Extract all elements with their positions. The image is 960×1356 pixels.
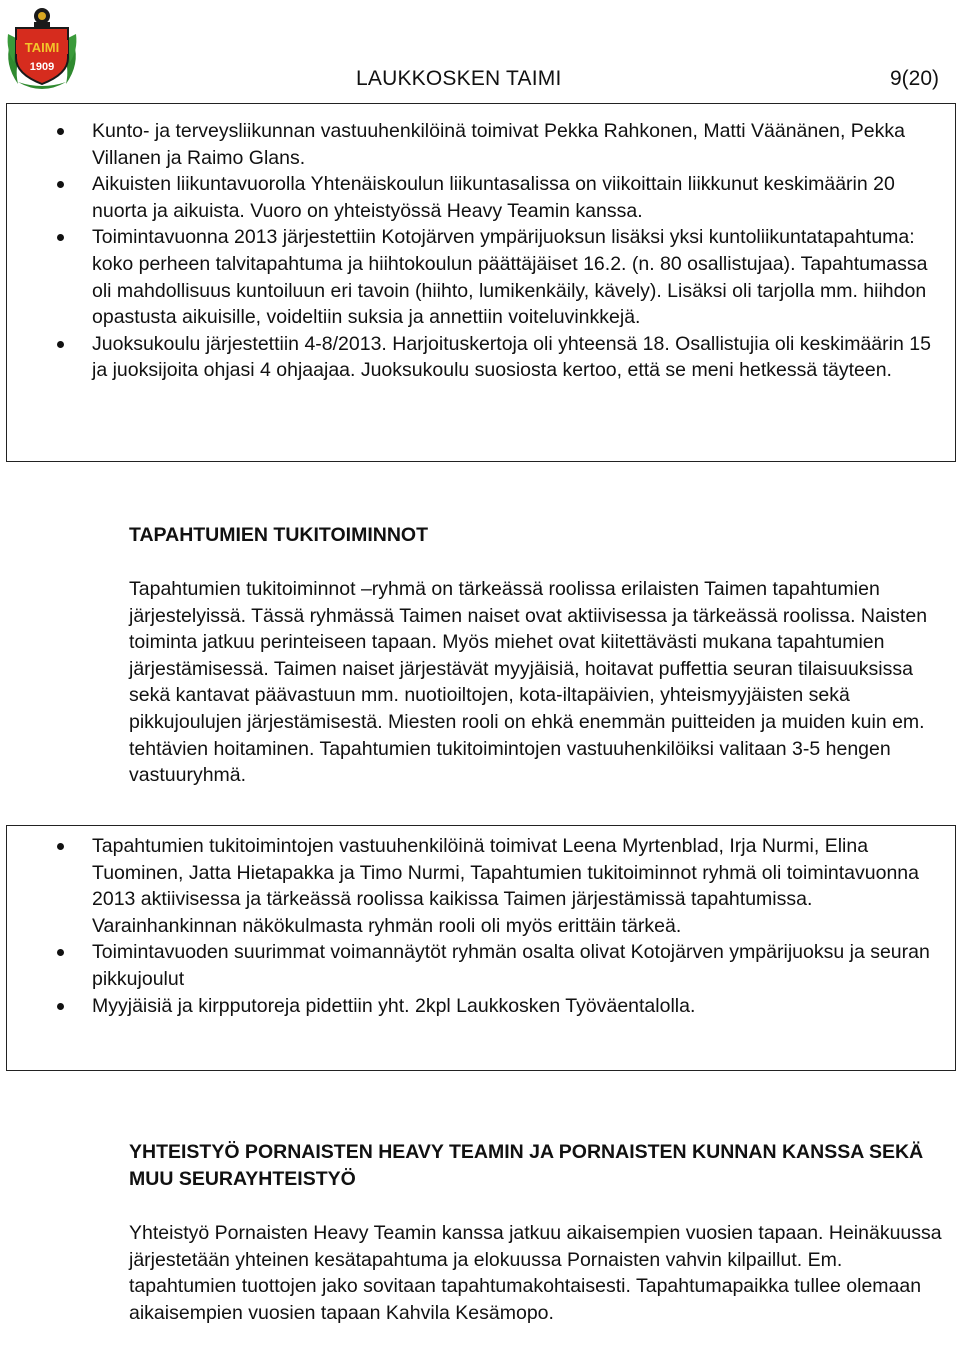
bullet-icon (57, 128, 64, 135)
svg-text:TAIMI: TAIMI (24, 40, 60, 55)
bullet-list (7, 118, 955, 384)
document-header-title: LAUKKOSKEN TAIMI (356, 67, 562, 90)
section-heading: TAPAHTUMIEN TUKITOIMINNOT (129, 524, 428, 546)
section-paragraph: Yhteistyö Pornaisten Heavy Teamin kanssa jatkuu aikaisempien vuosien tapaan. Heinäkuussa järjestetään yhteinen kesätapahtuma ja elokuussa Pornaisten vahvin kilpaillut. Em. tapahtumien tuottojen jako sovitaan tapahtumakohtaisesti. Tapahtumapaikka tullee olemaan aikaisempien vuosien tapaan Kahvila Kesämopo. (129, 1222, 942, 1324)
section-paragraph: Tapahtumien tukitoiminnot –ryhmä on tärkeässä roolissa erilaisten Taimen tapahtumien järjestelyissä. Tässä ryhmässä Taimen naiset ovat aktiivisessa ja tärkeässä roolissa. Naisten toiminta jatkuu perinteiseen tapaan. Myös miehet ovat kiitettävästi mukana tapahtumien järjestämisessä. Taimen naiset järjestävät myyjäisiä, hoitavat puffettia seuran tilaisuuksissa sekä kantavat päävastuun mm. nuotioiltojen, kota-iltapäivien, yhteismyyjäisten sekä pikkujoulujen järjestämisestä. Miesten rooli on ehkä enemmän puitteiden ja muiden kuin em. tehtävien hoitaminen. Tapahtumien tukitoimintojen vastuuhenkilöiksi valitaan 3-5 hengen vastuuryhmä. (129, 578, 928, 787)
bullet-icon (57, 181, 64, 188)
svg-text:1909: 1909 (29, 61, 55, 73)
bullet-icon (57, 1003, 64, 1010)
list-item: Toimintavuoden suurimmat voimannäytöt ryhmän osalta olivat Kotojärven ympärijuoksu ja seuran pikkujoulut (7, 939, 955, 992)
bullet-icon (57, 843, 64, 850)
bordered-list-box (6, 825, 956, 1071)
list-item: Myyjäisiä ja kirpputoreja pidettiin yht. 2kpl Laukkosken Työväentalolla. (7, 993, 955, 1020)
list-item: Kunto- ja terveysliikunnan vastuuhenkilöinä toimivat Pekka Rahkonen, Matti Väänänen, Pekka Villanen ja Raimo Glans. (7, 118, 955, 171)
list-item: Toimintavuonna 2013 järjestettiin Kotojärven ympärijuoksun lisäksi yksi kuntoliikuntatapahtuma: koko perheen talvitapahtuma ja hiihtokoulun päättäjäiset 16.2. (n. 80 osallistujaa). Tapahtumassa oli mahdollisuus kuntoiluun eri tavoin (hiihto, lumikenkäily, kävely). Lisäksi oli tarjolla mm. hiihdon opastusta aikuisille, voideltiin suksia ja annettiin voiteluvinkkejä. (7, 224, 955, 330)
bordered-list-box (6, 103, 956, 462)
list-item: Aikuisten liikuntavuorolla Yhtenäiskoulun liikuntasalissa on viikoittain liikkunut keskimäärin 20 nuorta ja aikuista. Vuoro on yhteistyössä Heavy Teamin kanssa. (7, 171, 955, 224)
bullet-list (7, 833, 955, 1019)
page-number: 9(20) (889, 67, 939, 90)
section-heading: YHTEISTYÖ PORNAISTEN HEAVY TEAMIN JA PORNAISTEN KUNNAN KANSSA SEKÄ MUU SEURAYHTEISTYÖ (129, 1141, 924, 1190)
bullet-icon (57, 234, 64, 241)
list-item: Juoksukoulu järjestettiin 4-8/2013. Harjoituskertoja oli yhteensä 18. Osallistujia oli keskimäärin 15 ja juoksijoita ohjasi 4 ohjaajaa. Juoksukoulu suosiosta kertoo, että se meni hetkessä täyteen. (7, 331, 955, 384)
bullet-icon (57, 949, 64, 956)
bullet-icon (57, 341, 64, 348)
list-item: Tapahtumien tukitoimintojen vastuuhenkilöinä toimivat Leena Myrtenblad, Irja Nurmi, Elina Tuominen, Jatta Hietapakka ja Timo Nurmi, Tapahtumien tukitoiminnot ryhmä oli toimintavuonna 2013 aktiivisessa ja tärkeässä roolissa kaikissa Taimen järjestämissä tapahtumissa. Varainhankinnan näkökulmasta ryhmän rooli oli myös erittäin tärkeä. (7, 833, 955, 939)
club-logo (4, 4, 80, 92)
